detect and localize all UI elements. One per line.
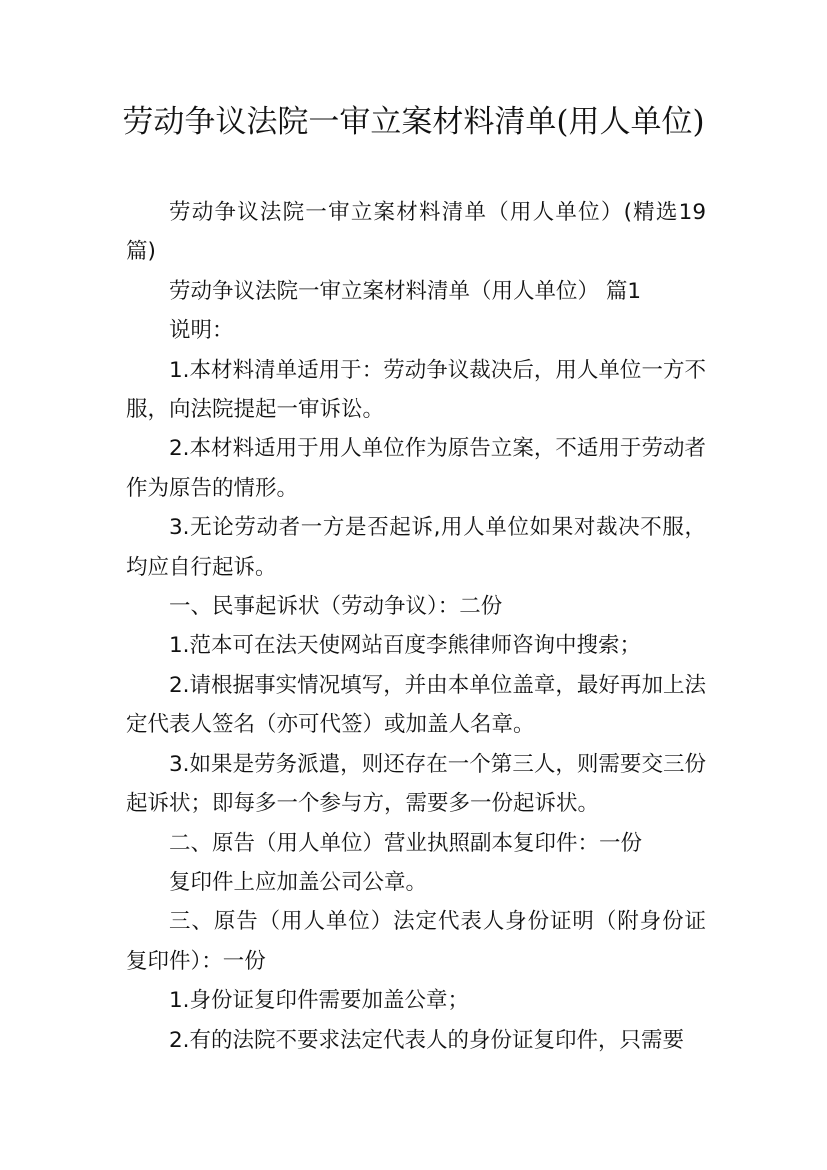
- paragraph-item-1-point-2: 2.请根据事实情况填写，并由本单位盖章，最好再加上法定代表人签名（亦可代签）或加盖人名章。: [126, 672, 706, 738]
- paragraph-section-heading: 劳动争议法院一审立案材料清单（用人单位） 篇1: [169, 278, 642, 304]
- paragraph-item-3-heading: 三、原告（用人单位）法定代表人身份证明（附身份证复印件）：一份: [126, 909, 706, 974]
- paragraph-item-2-note: 复印件上应加盖公司公章。: [169, 869, 428, 895]
- paragraph-note-2: 2.本材料适用于用人单位作为原告立案，不适用于劳动者作为原告的情形。: [126, 436, 706, 501]
- document-body: [126, 193, 706, 1060]
- paragraph-subtitle: 劳动争议法院一审立案材料清单（用人单位）(精选19篇): [126, 200, 706, 265]
- paragraph-note-label: 说明：: [169, 318, 234, 344]
- paragraph-item-3-point-1: 1.身份证复印件需要加盖公章；: [169, 988, 470, 1014]
- document-title: 劳动争议法院一审立案材料清单(用人单位): [122, 104, 705, 140]
- paragraph-note-3: 3.无论劳动者一方是否起诉,用人单位如果对裁决不服，均应自行起诉。: [126, 515, 706, 580]
- paragraph-item-1-point-3: 3.如果是劳务派遣，则还存在一个第三人，则需要交三份起诉状；即每多一个参与方，需要多一份起诉状。: [126, 751, 706, 817]
- paragraph-item-1-heading: 一、民事起诉状（劳动争议）：二份: [169, 594, 503, 620]
- paragraph-item-3-point-2: 2.有的法院不要求法定代表人的身份证复印件，只需要: [169, 1027, 685, 1053]
- paragraph-note-1: 1.本材料清单适用于：劳动争议裁决后，用人单位一方不服，向法院提起一审诉讼。: [126, 357, 706, 423]
- paragraph-item-2-heading: 二、原告（用人单位）营业执照副本复印件：一份: [169, 830, 643, 856]
- paragraph-item-1-point-1: 1.范本可在法天使网站百度李熊律师咨询中搜索；: [169, 633, 642, 659]
